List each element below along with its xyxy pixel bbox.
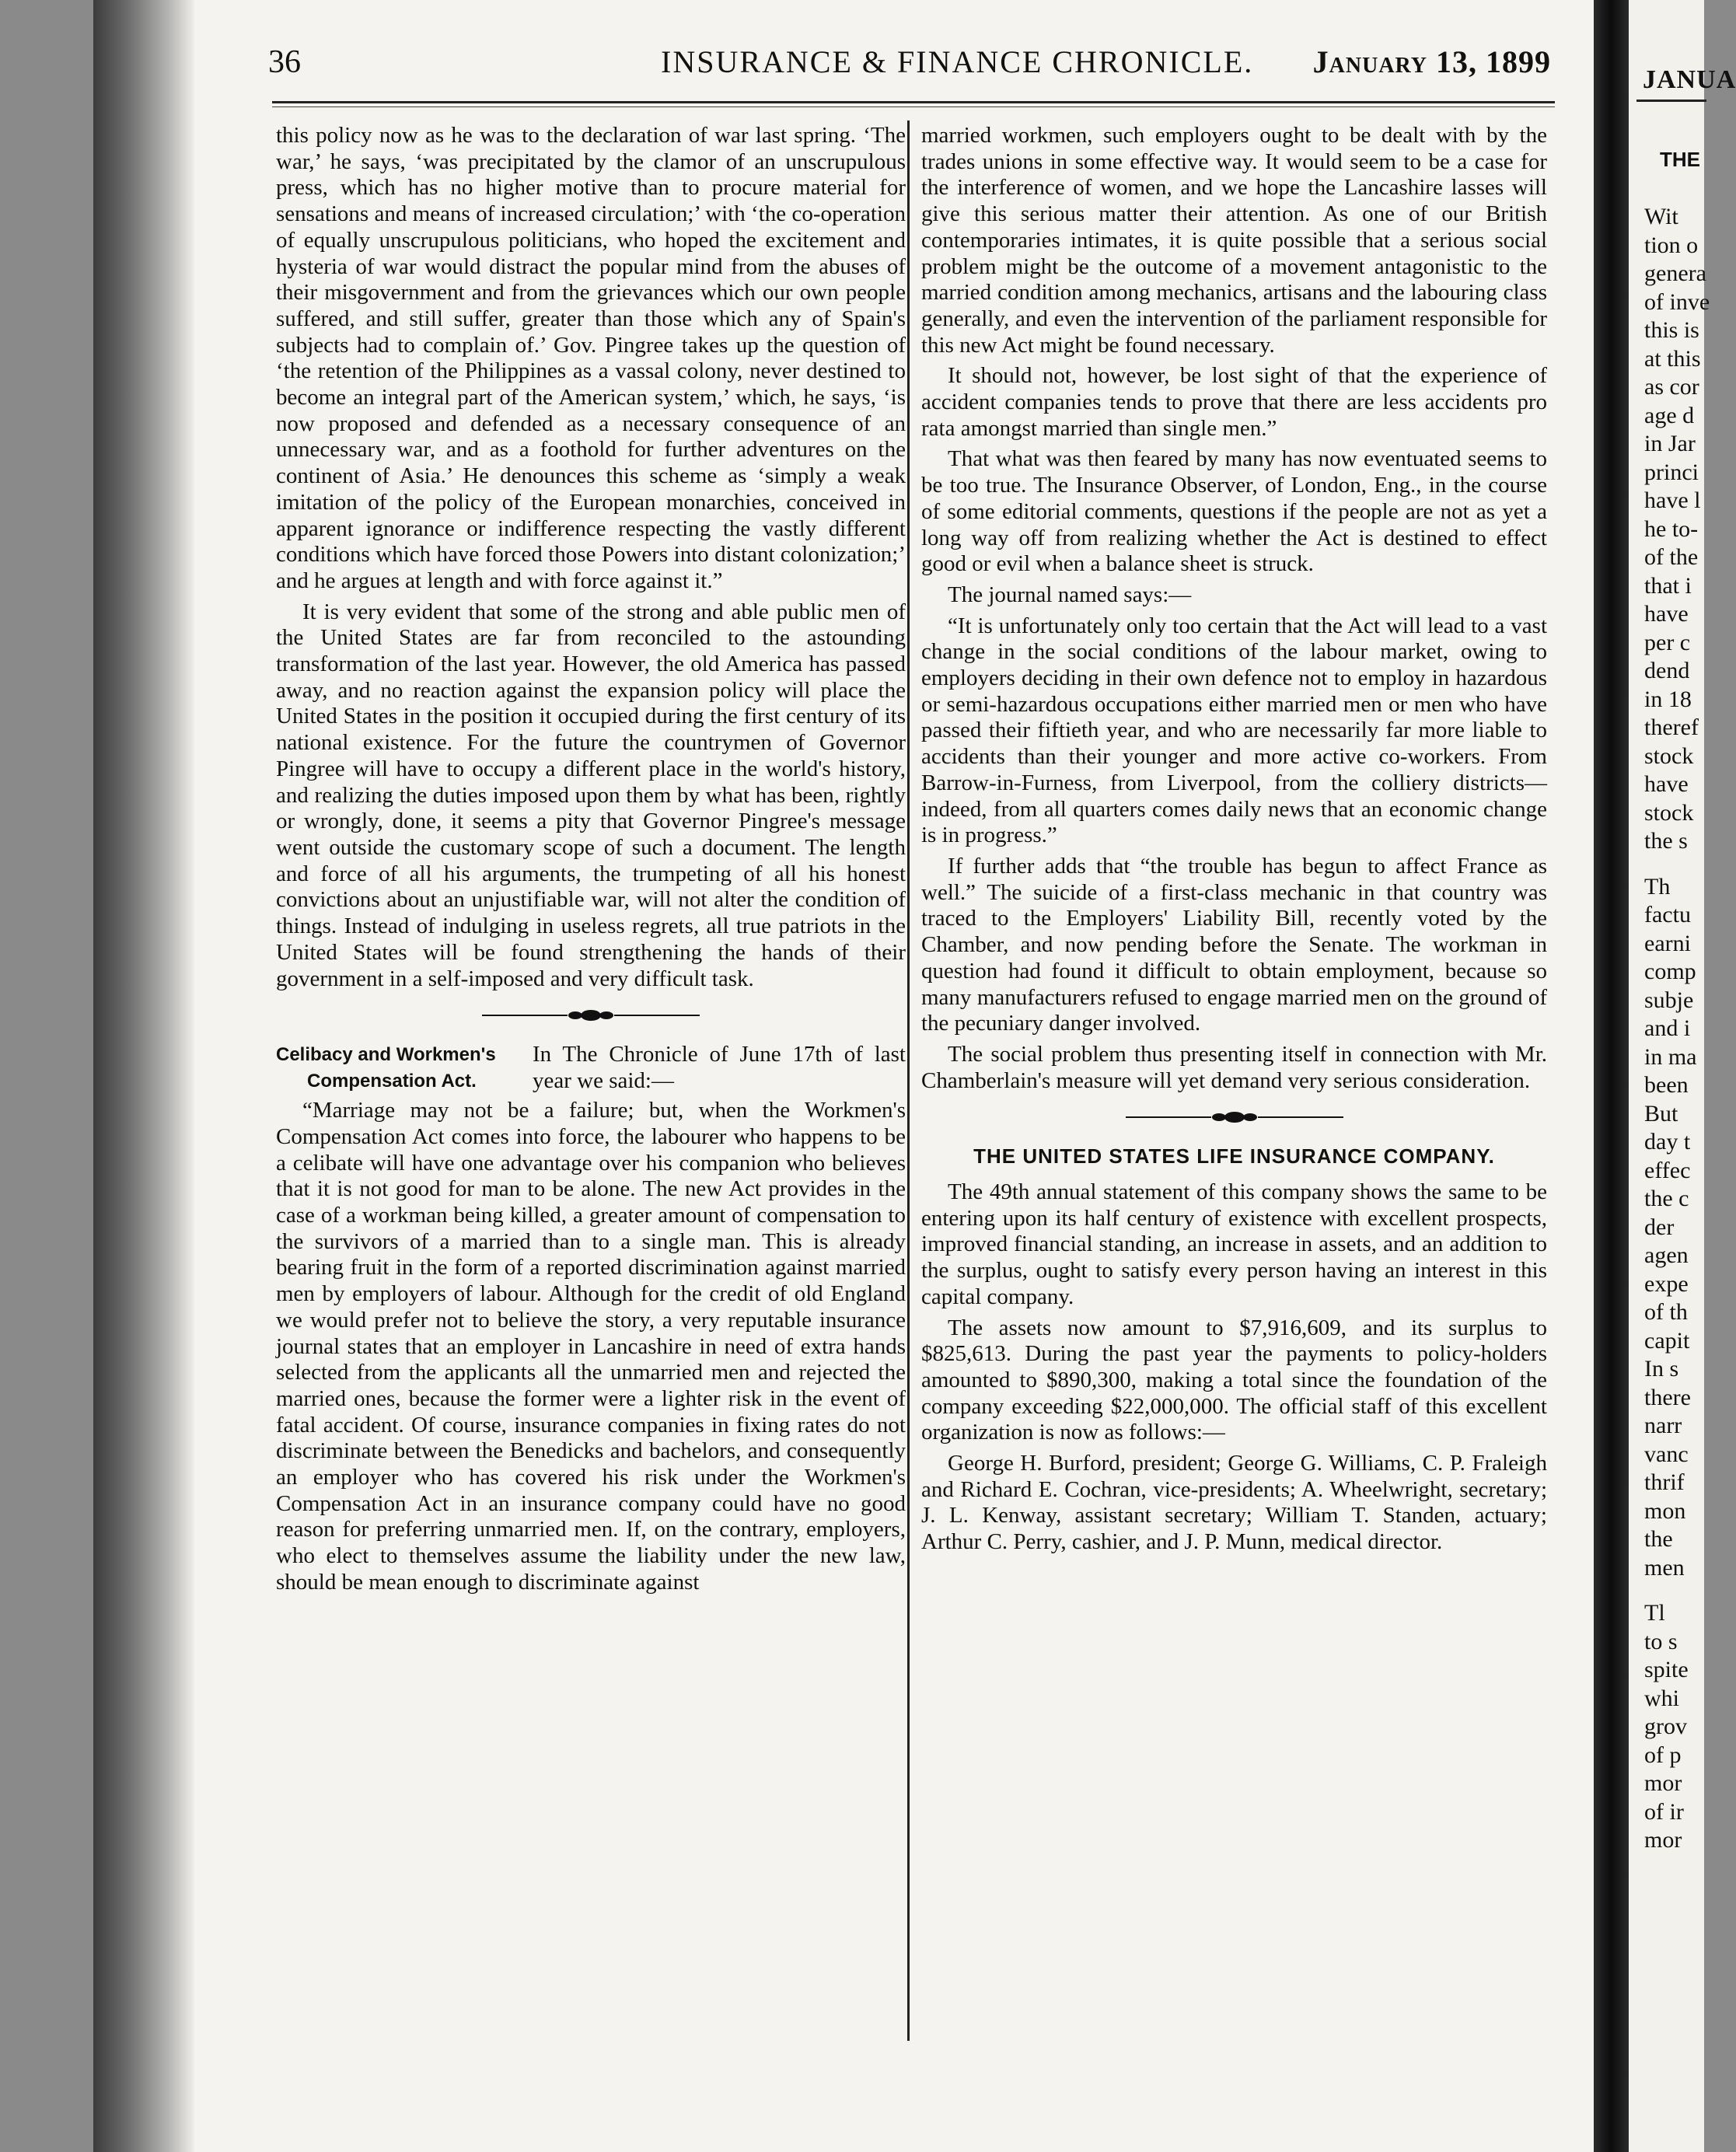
article-paragraph: It is very evident that some of the strong and able public men of the United States are far from reconciled to the astounding transformation of the last year. However, the old America has passed away, and no reaction against the expansion policy will place the United States in the position it occupied during the first century of its national existence. For the future the countrymen of Governor Pingree will have to occupy a different place in the world's history, and realizing the duties imposed upon them by what has been, rightly or wrongly, done, it seems a pity that Governor Pingree's message went outside the customary scope of such a document. The length and force of all his arguments, the trumpeting of all his honest convictions about an unjustifiable war, will not alter the condition of things. Instead of indulging in useless regrets, all true patriots in the United States will be found strengthening the hands of their government in a self-imposed and very difficult task. [276, 599, 906, 991]
right-column [921, 123, 1547, 2113]
adjacent-line-fragment: grov [1644, 1714, 1687, 1739]
adjacent-line-fragment: the c [1644, 1186, 1689, 1211]
article-paragraph: this policy now as he was to the declaration of war last spring. ‘The war,’ he says, ‘was precipitated by the clamor of an unscrupulous press, which has no higher motive than to procure material for sensations and means of increased circulation;’ with ‘the co-operation of equally unscrupulous politicians, who hoped the excitement and hysteria of war would distract the popular mind from the abuses of their misgovernment and from the grievances which our own people suffered, and still suffer, greater than those which any of Spain's subjects had to complain of.’ Gov. Pingree takes up the question of ‘the retention of the Philippines as a vassal colony, never destined to become an integral part of the American system,’ which, he says, ‘is now proposed and defended as a necessary consequence of an unnecessary war, and as a foothold for further adventures on the continent of Asia.’ He denounces this scheme as ‘simply a weak imitation of the policy of the European monarchies, conceived in apparent ignorance or indifference respecting the vastly different conditions which have forced those Powers into distant colonization;’ and he argues at length and with force against it.” [276, 123, 906, 593]
adjacent-line-fragment: at this [1644, 346, 1701, 372]
adjacent-line-fragment: agen [1644, 1242, 1689, 1268]
section-sidehead [276, 1042, 533, 1095]
adjacent-line-fragment: mor [1644, 1827, 1682, 1853]
adjacent-line-fragment: of the [1644, 544, 1699, 570]
adjacent-line-fragment: In s [1644, 1356, 1679, 1382]
adjacent-line-fragment: of th [1644, 1299, 1688, 1325]
adjacent-line-fragment: subje [1644, 987, 1694, 1013]
section-divider-ornament [482, 1009, 700, 1022]
celibacy-section-intro [276, 1042, 906, 1095]
book-gutter [1594, 0, 1629, 2152]
adjacent-page-fragment [1629, 0, 1736, 2152]
adjacent-line-fragment: as cor [1644, 374, 1699, 400]
adjacent-line-fragment: der [1644, 1214, 1675, 1240]
adjacent-line-fragment: Tl [1644, 1600, 1665, 1626]
left-column [276, 123, 906, 2113]
adjacent-line-fragment: princi [1644, 459, 1699, 485]
quoted-paragraph: “Marriage may not be a failure; but, when the Workmen's Compensation Act comes into force, the labourer who happens to be a celibate will have one advantage over his companion who believes that it is not good for man to be alone. The new Act provides in the case of a workman being killed, a greater amount of compensation to the survivors of a married than to a single man. This is already bearing fruit in the form of a reported discrimination against married men by employers of labour. Although for the credit of old England we would prefer not to believe the story, a very reputable insurance journal states that an employer in Lancashire in need of extra hands selected from the applicants all the unmarried men and rejected the married ones, because the former were a lighter risk in the event of fatal accident. Of course, insurance companies in fixing rates do not discriminate between the Benedicks and bachelors, and consequently an employer who has covered his risk under the Workmen's Compensation Act in an insurance company could have no good reason for preferring unmarried men. If, on the contrary, employers, who elect to themselves assume the liability under the new law, should be mean enough to discriminate against [276, 1098, 906, 1595]
adjacent-line-fragment: have [1644, 771, 1689, 797]
adjacent-line-fragment: been [1644, 1072, 1689, 1098]
adjacent-line-fragment: of p [1644, 1742, 1682, 1768]
page-header [268, 44, 1551, 98]
adjacent-line-fragment: dend [1644, 658, 1690, 683]
adjacent-line-fragment: to s [1644, 1629, 1678, 1654]
article-paragraph: married workmen, such employers ought to be dealt with by the trades unions in some effective way. It would seem to be a case for the interference of women, and we hope the Lancashire lasses will give this serious matter their attention. As one of our British contemporaries intimates, it is quite possible that a serious social problem might be the outcome of a movement antagonistic to the married condition among mechanics, artisans and the labouring class generally, and even the intervention of the parliament responsible for this new Act might be found necessary. [921, 123, 1547, 358]
adjacent-line-fragment: tion o [1644, 232, 1699, 258]
adjacent-line-fragment: whi [1644, 1686, 1679, 1711]
section-lead-in: In The Chronicle of June 17th of last year we said:— [533, 1042, 906, 1093]
adjacent-line-fragment: of inve [1644, 289, 1710, 315]
adjacent-line-fragment: day t [1644, 1129, 1691, 1155]
adjacent-line-fragment: capit [1644, 1328, 1690, 1354]
article-paragraph: “It is unfortunately only too certain that the Act will lead to a vast change in the social conditions of the labour market, owing to employers deciding in their own defence not to employ in hazardous or semi-hazardous occupations either married men or men who have passed their fiftieth year, and who are necessarily far more liable to accidents than their younger and more active co-workers. From Barrow-in-Furness, from Liverpool, from the colliery districts—indeed, from all quarters comes daily news that an economic change is in progress.” [921, 613, 1547, 848]
adjacent-line-fragment: effec [1644, 1158, 1691, 1183]
adjacent-header-rule [1636, 100, 1706, 102]
adjacent-line-fragment: Th [1644, 874, 1671, 900]
article-paragraph: That what was then feared by many has now eventuated seems to be too true. The Insurance Observer, of London, Eng., in the course of some editorial comments, questions if the people are not as yet a long way off from realizing whether the Act is destined to effect good or evil when a balance sheet is struck. [921, 446, 1547, 577]
sidehead-line: Compensation Act. [307, 1071, 477, 1092]
adjacent-line-fragment: But [1644, 1101, 1678, 1127]
adjacent-line-fragment: the [1644, 1526, 1673, 1552]
adjacent-section-heading: THE [1660, 148, 1700, 171]
adjacent-line-fragment: have l [1644, 487, 1701, 513]
adjacent-line-fragment: Wit [1644, 204, 1678, 229]
adjacent-line-fragment: that i [1644, 573, 1692, 599]
header-rule [272, 101, 1555, 107]
adjacent-line-fragment: in ma [1644, 1044, 1697, 1070]
adjacent-line-fragment: mon [1644, 1498, 1686, 1524]
adjacent-line-fragment: factu [1644, 902, 1691, 928]
article-paragraph: The 49th annual statement of this company shows the same to be entering upon its half century of existence with excellent prospects, improved financial standing, an increase in assets, and an addition to the surplus, ought to satisfy every person having an interest in this capital company. [921, 1179, 1547, 1309]
adjacent-line-fragment: thrif [1644, 1469, 1685, 1495]
adjacent-line-fragment: this is [1644, 317, 1699, 343]
adjacent-line-fragment: per c [1644, 630, 1691, 655]
adjacent-line-fragment: there [1644, 1385, 1691, 1410]
adjacent-page-header: JANUA [1643, 65, 1736, 94]
section-heading: THE UNITED STATES LIFE INSURANCE COMPANY. [973, 1144, 1495, 1169]
adjacent-line-fragment: vanc [1644, 1441, 1689, 1467]
section-divider-ornament [1126, 1111, 1343, 1123]
issue-date: January 13, 1899 [1312, 44, 1551, 79]
adjacent-line-fragment: men [1644, 1555, 1685, 1581]
adjacent-line-fragment: spite [1644, 1657, 1689, 1682]
article-paragraph: If further adds that “the trouble has begun to affect France as well.” The suicide of a first-class mechanic in that country was traced to the Employers' Liability Bill, recently voted by the Chamber, and now pending before the Senate. The workman in question had found it difficult to obtain employment, because so many manufacturers refused to engage married men on the ground of the pecuniary danger involved. [921, 853, 1547, 1036]
article-paragraph: The assets now amount to $7,916,609, and its surplus to $825,613. During the past year the payments to policy-holders amounted to $890,300, making a total since the foundation of the company exceeding $22,000,000. The official staff of this excellent organization is now as follows:— [921, 1315, 1547, 1445]
sidehead-line: Celibacy and Workmen's [276, 1044, 496, 1066]
adjacent-line-fragment: stock [1644, 800, 1694, 826]
adjacent-line-fragment: age d [1644, 403, 1695, 428]
page-binding-shadow [93, 0, 194, 2152]
article-paragraph: It should not, however, be lost sight of that the experience of accident companies tends to prove that there are less accidents pro rata amongst married than single men.” [921, 363, 1547, 441]
article-paragraph: The social problem thus presenting itself in connection with Mr. Chamberlain's measure will yet demand very serious consideration. [921, 1041, 1547, 1093]
article-paragraph: George H. Burford, president; George G. Williams, C. P. Fraleigh and Richard E. Cochran, vice-presidents; A. Wheelwright, secretary; J. L. Kenway, assistant secretary; William T. Standen, actuary; Arthur C. Perry, cashier, and J. P. Munn, medical director. [921, 1451, 1547, 1555]
adjacent-line-fragment: stock [1644, 743, 1694, 769]
adjacent-line-fragment: in 18 [1644, 686, 1692, 712]
adjacent-line-fragment: expe [1644, 1271, 1689, 1297]
adjacent-line-fragment: of ir [1644, 1799, 1684, 1825]
adjacent-line-fragment: theref [1644, 714, 1699, 740]
adjacent-line-fragment: narr [1644, 1413, 1682, 1438]
adjacent-line-fragment: mor [1644, 1770, 1682, 1796]
adjacent-line-fragment: have [1644, 601, 1689, 627]
adjacent-line-fragment: in Jar [1644, 431, 1696, 456]
publication-title: INSURANCE & FINANCE CHRONICLE. [661, 44, 1254, 79]
page-number: 36 [268, 44, 301, 80]
adjacent-line-fragment: genera [1644, 260, 1706, 286]
adjacent-line-fragment: and i [1644, 1015, 1691, 1041]
adjacent-line-fragment: earni [1644, 931, 1691, 956]
adjacent-line-fragment: he to- [1644, 516, 1699, 542]
adjacent-line-fragment: comp [1644, 959, 1696, 984]
adjacent-line-fragment: the s [1644, 828, 1688, 854]
column-rule [907, 121, 910, 2041]
article-paragraph: The journal named says:— [948, 582, 1192, 607]
